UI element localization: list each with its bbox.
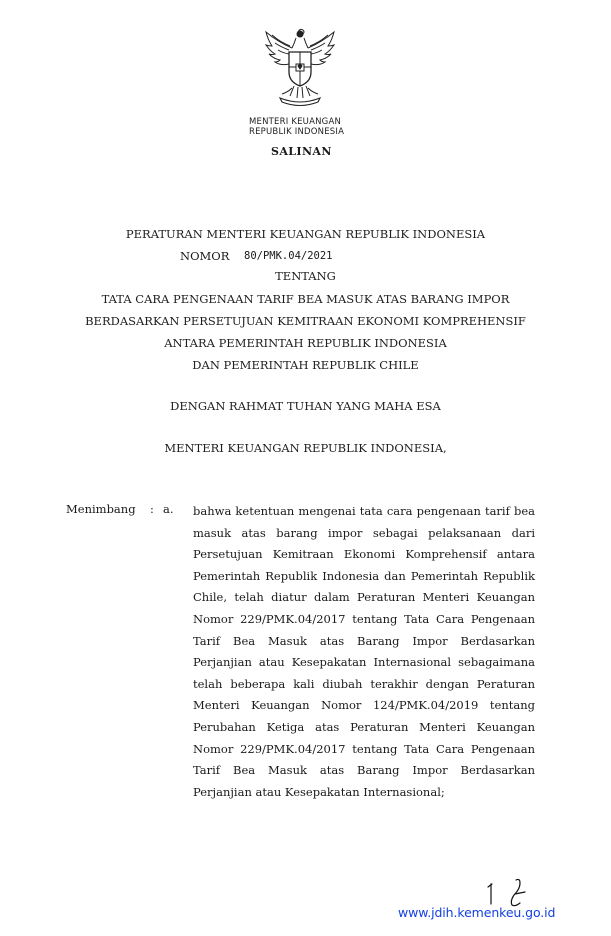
- initials-signature: [482, 878, 532, 908]
- item-line: Nomor 229/PMK.04/2017 tentang Tata Cara Pengenaan: [193, 611, 535, 626]
- subject-line-2: BERDASARKAN PERSETUJUAN KEMITRAAN EKONOMI KOMPREHENSIF: [85, 314, 526, 328]
- item-line: Perjanjian atau Kesepakatan Internasional;: [193, 784, 445, 799]
- nomor-value: 80/PMK.04/2021: [244, 250, 333, 262]
- nomor-label: NOMOR: [180, 249, 230, 263]
- item-line: telah beberapa kali diubah terakhir dengan Peraturan: [193, 676, 535, 691]
- item-letter: a.: [163, 502, 174, 516]
- item-line: Tarif Bea Masuk atas Barang Impor Berdasarkan: [193, 763, 535, 778]
- invocation: DENGAN RAHMAT TUHAN YANG MAHA ESA: [170, 399, 441, 413]
- item-line: Persetujuan Kemitraan Ekonomi Komprehensif antara: [193, 547, 535, 562]
- tentang-heading: TENTANG: [275, 269, 336, 283]
- ministry-line-2: REPUBLIK INDONESIA: [249, 127, 345, 137]
- copy-stamp: SALINAN: [271, 145, 332, 158]
- considering-colon: :: [150, 502, 154, 516]
- item-line: Menteri Keuangan Nomor 124/PMK.04/2019 tentang: [193, 698, 535, 713]
- garuda-emblem-icon: [262, 26, 338, 110]
- item-line: Perjanjian atau Kesepakatan Internasional sebagaimana: [193, 655, 535, 670]
- ministry-line-1: MENTERI KEUANGAN: [249, 117, 342, 127]
- ministry-header: [249, 117, 344, 137]
- regulation-title: PERATURAN MENTERI KEUANGAN REPUBLIK INDONESIA: [125, 227, 486, 241]
- item-line: Perubahan Ketiga atas Peraturan Menteri Keuangan: [193, 719, 535, 734]
- watermark-url: www.jdih.kemenkeu.go.id: [398, 905, 556, 920]
- item-line: Nomor 229/PMK.04/2017 tentang Tata Cara Pengenaan: [193, 741, 535, 756]
- subject-line-3: ANTARA PEMERINTAH REPUBLIK INDONESIA: [164, 336, 447, 350]
- item-line: Pemerintah Republik Indonesia dan Pemerintah Republik: [193, 568, 535, 583]
- issuer-title: MENTERI KEUANGAN REPUBLIK INDONESIA,: [164, 441, 447, 455]
- considering-item-text: [193, 501, 535, 803]
- item-line: bahwa ketentuan mengenai tata cara pengenaan tarif bea: [193, 504, 535, 518]
- subject-line-1: TATA CARA PENGENAAN TARIF BEA MASUK ATAS BARANG IMPOR: [101, 292, 510, 306]
- item-line: masuk atas barang impor sebagai pelaksanaan dari: [193, 525, 535, 540]
- considering-label: Menimbang: [66, 502, 136, 516]
- item-line: Chile, telah diatur dalam Peraturan Menteri Keuangan: [193, 590, 535, 605]
- subject-line-4: DAN PEMERINTAH REPUBLIK CHILE: [192, 358, 419, 372]
- item-line: Tarif Bea Masuk atas Barang Impor Berdasarkan: [193, 633, 535, 648]
